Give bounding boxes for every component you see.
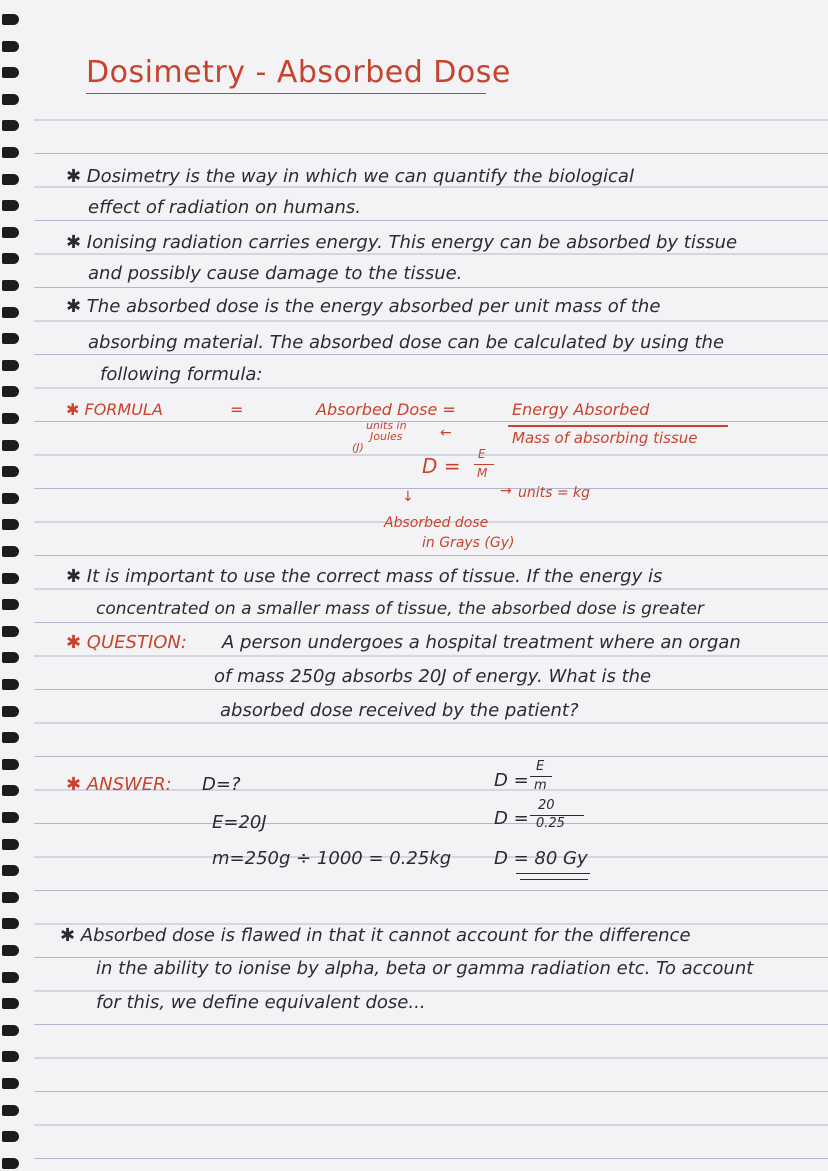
bullet-ionising-line2: and possibly cause damage to the tissue.	[88, 263, 463, 284]
spiral-hole	[2, 1025, 19, 1036]
question-line2: of mass 250g absorbs 20J of energy. What is the	[214, 666, 652, 687]
bullet-absorbed-line2: absorbing material. The absorbed dose can be calculated by using the	[88, 332, 725, 353]
arrow-left-icon: ←	[440, 425, 452, 441]
spiral-hole	[2, 253, 19, 264]
bullet-dosimetry-line2: effect of radiation on humans.	[88, 197, 362, 218]
spiral-hole	[2, 998, 19, 1009]
answer-d-unknown: D=?	[202, 774, 241, 795]
spiral-hole	[2, 280, 19, 291]
formula-fraction-bar	[508, 425, 728, 427]
title-underline	[86, 93, 486, 94]
spiral-hole	[2, 1131, 19, 1142]
answer-result: D = 80 Gy	[494, 848, 588, 869]
arrow-down-icon: ↓	[402, 489, 414, 505]
spiral-hole	[2, 918, 19, 929]
answer-label: ✱ ANSWER:	[66, 774, 172, 795]
spiral-hole	[2, 174, 19, 185]
spiral-hole	[2, 413, 19, 424]
spiral-hole	[2, 1078, 19, 1089]
spiral-hole	[2, 1158, 19, 1169]
answer-step2-den: 0.25	[536, 816, 565, 831]
spiral-hole	[2, 546, 19, 557]
arrow-right-icon: →	[500, 483, 512, 499]
formula-numerator: Energy Absorbed	[512, 400, 650, 419]
spiral-hole	[2, 440, 19, 451]
spiral-hole	[2, 812, 19, 823]
spiral-hole	[2, 892, 19, 903]
answer-result-underline-1	[516, 873, 590, 874]
formula-equals: =	[230, 400, 244, 419]
spiral-hole	[2, 67, 19, 78]
spiral-hole	[2, 147, 19, 158]
spiral-hole	[2, 386, 19, 397]
spiral-hole	[2, 120, 19, 131]
flawed-line2: in the ability to ionise by alpha, beta or gamma radiation etc. To account	[96, 958, 754, 979]
answer-step2-num: 20	[538, 798, 555, 813]
answer-result-underline-2	[520, 879, 588, 880]
spiral-hole	[2, 333, 19, 344]
spiral-hole	[2, 573, 19, 584]
formula-lhs: Absorbed Dose =	[316, 400, 456, 419]
answer-energy: E=20J	[212, 812, 267, 833]
spiral-hole	[2, 785, 19, 796]
spiral-hole	[2, 679, 19, 690]
spiral-hole	[2, 839, 19, 850]
bullet-ionising-line1: ✱ Ionising radiation carries energy. This energy can be absorbed by tissue	[66, 232, 738, 253]
answer-step2-lhs: D =	[494, 808, 529, 829]
spiral-hole	[2, 626, 19, 637]
spiral-hole	[2, 200, 19, 211]
bullet-absorbed-line1: ✱ The absorbed dose is the energy absorbed per unit mass of the	[66, 296, 661, 317]
answer-mass: m=250g ÷ 1000 = 0.25kg	[212, 848, 452, 869]
spiral-hole	[2, 865, 19, 876]
bullet-absorbed-line3: following formula:	[100, 364, 263, 385]
spiral-hole	[2, 360, 19, 371]
answer-step1-num: E	[536, 759, 545, 774]
spiral-hole	[2, 466, 19, 477]
spiral-hole	[2, 14, 19, 25]
formula-label: ✱ FORMULA	[66, 400, 163, 419]
spiral-hole	[2, 41, 19, 52]
formula-denominator: Mass of absorbing tissue	[512, 429, 698, 447]
spiral-hole	[2, 599, 19, 610]
question-line1: A person undergoes a hospital treatment where an organ	[222, 632, 741, 653]
answer-step1-den: m	[534, 778, 547, 793]
bullet-dosimetry-line1: ✱ Dosimetry is the way in which we can quantify the biological	[66, 166, 634, 187]
answer-step1-lhs: D =	[494, 770, 529, 791]
spiral-hole	[2, 759, 19, 770]
formula-d-equals: D =	[422, 454, 461, 478]
dose-units-line2: in Grays (Gy)	[422, 535, 515, 551]
energy-units-line1: units in	[366, 419, 407, 432]
spiral-hole	[2, 227, 19, 238]
spiral-hole	[2, 519, 19, 530]
flawed-line1: ✱ Absorbed dose is flawed in that it cannot account for the difference	[60, 925, 691, 946]
important-line1: ✱ It is important to use the correct mass of tissue. If the energy is	[66, 566, 663, 587]
question-label: ✱ QUESTION:	[66, 632, 187, 653]
important-line2: concentrated on a smaller mass of tissue, the absorbed dose is greater	[96, 599, 704, 619]
mass-units: units = kg	[518, 485, 591, 501]
spiral-hole	[2, 1105, 19, 1116]
spiral-hole	[2, 307, 19, 318]
energy-units-line2: Joules	[370, 430, 403, 443]
spiral-hole	[2, 493, 19, 504]
formula-m: M	[477, 466, 488, 480]
spiral-hole	[2, 706, 19, 717]
question-line3: absorbed dose received by the patient?	[220, 700, 579, 721]
page-title: Dosimetry - Absorbed Dose	[86, 55, 511, 90]
spiral-hole	[2, 652, 19, 663]
spiral-hole	[2, 94, 19, 105]
dose-units-line1: Absorbed dose	[384, 515, 489, 531]
flawed-line3: for this, we define equivalent dose...	[96, 992, 426, 1013]
spiral-hole	[2, 972, 19, 983]
spiral-hole	[2, 1051, 19, 1062]
formula-e: E	[478, 447, 486, 461]
spiral-hole	[2, 732, 19, 743]
spiral-hole	[2, 945, 19, 956]
energy-units-line3: (J)	[352, 441, 364, 454]
